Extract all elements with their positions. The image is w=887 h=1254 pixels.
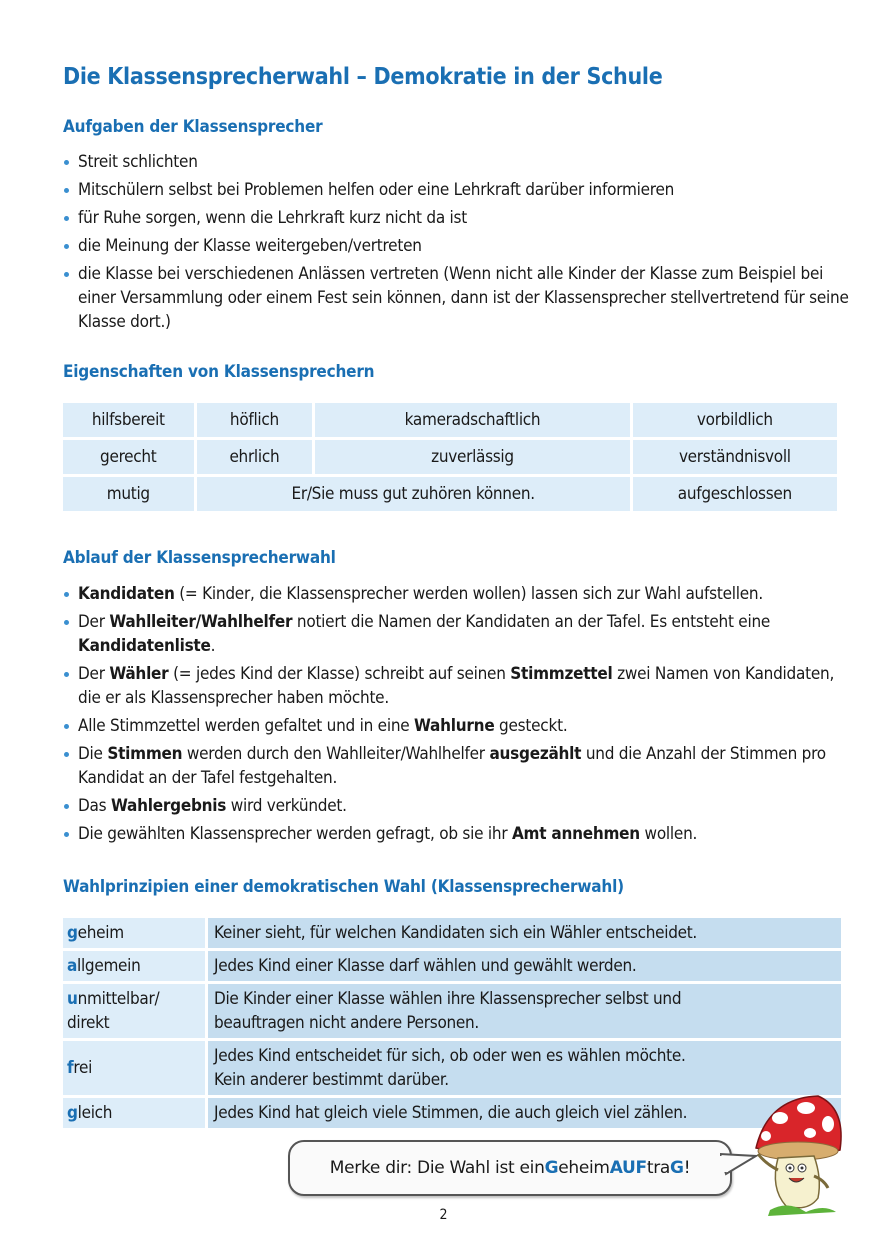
- trait-cell: kameradschaftlich: [315, 403, 629, 437]
- bold-term: ausgezählt: [489, 744, 582, 764]
- page-number: 2: [439, 1207, 448, 1223]
- principle-term: frei: [63, 1041, 205, 1095]
- trait-cell: vorbildlich: [633, 403, 837, 437]
- highlight-letter: AUF: [609, 1158, 647, 1178]
- list-item: Kandidaten (= Kinder, die Klassensprecher werden wollen) lassen sich zur Wahl aufstellen.: [63, 582, 853, 606]
- table-row: [63, 1041, 841, 1095]
- table-row: [63, 984, 841, 1038]
- bold-term: Wahlurne: [414, 716, 495, 736]
- procedure-heading: Ablauf der Klassensprecherwahl: [63, 548, 336, 568]
- list-item: Der Wahlleiter/Wahlhelfer notiert die Namen der Kandidaten an der Tafel. Es entsteht eine Kandidatenliste.: [63, 610, 853, 658]
- term-initial: u: [67, 989, 78, 1009]
- principles-table: [60, 915, 844, 1131]
- principles-heading: Wahlprinzipien einer demokratischen Wahl (Klassensprecherwahl): [63, 877, 624, 897]
- highlight-letter: G: [544, 1158, 559, 1178]
- principle-term: allgemein: [63, 951, 205, 981]
- bold-term: Kandidatenliste: [78, 636, 211, 656]
- trait-cell: Er/Sie muss gut zuhören können.: [197, 477, 630, 511]
- list-item: Die gewählten Klassensprecher werden gefragt, ob sie ihr Amt annehmen wollen.: [63, 822, 853, 846]
- trait-cell: höflich: [197, 403, 313, 437]
- list-item: die Klasse bei verschiedenen Anlässen vertreten (Wenn nicht alle Kinder der Klasse zum Beispiel bei einer Versammlung oder einem Fest sein können, dann ist der Klassensprecher stellvertretend für seine Klasse dort.): [63, 262, 853, 334]
- trait-cell: zuverlässig: [315, 440, 629, 474]
- table-row: [63, 440, 837, 474]
- bold-term: Amt annehmen: [511, 824, 640, 844]
- bold-term: Kandidaten: [78, 584, 175, 604]
- bold-term: Stimmen: [107, 744, 183, 764]
- term-initial: f: [67, 1058, 74, 1078]
- tasks-list: [63, 150, 853, 338]
- table-row: [63, 1098, 841, 1128]
- trait-cell: verständnisvoll: [633, 440, 837, 474]
- principle-description: Die Kinder einer Klasse wählen ihre Klassensprecher selbst und beauftragen nicht andere Personen.: [208, 984, 841, 1038]
- mushroom-mascot-icon: [748, 1088, 848, 1218]
- term-initial: g: [67, 923, 78, 943]
- list-item: die Meinung der Klasse weitergeben/vertreten: [63, 234, 853, 258]
- bold-term: Wähler: [109, 664, 169, 684]
- trait-cell: gerecht: [63, 440, 194, 474]
- principle-term: unmittelbar/ direkt: [63, 984, 205, 1038]
- trait-cell: ehrlich: [197, 440, 313, 474]
- table-row: [63, 403, 837, 437]
- table-row: [63, 918, 841, 948]
- page-title: Die Klassensprecherwahl – Demokratie in der Schule: [63, 64, 663, 90]
- list-item: Der Wähler (= jedes Kind der Klasse) schreibt auf seinen Stimmzettel zwei Namen von Kandidaten, die er als Klassensprecher haben möchte.: [63, 662, 853, 710]
- table-row: [63, 477, 837, 511]
- trait-cell: aufgeschlossen: [633, 477, 837, 511]
- trait-cell: mutig: [63, 477, 194, 511]
- principle-description: Jedes Kind einer Klasse darf wählen und gewählt werden.: [208, 951, 841, 981]
- list-item: Die Stimmen werden durch den Wahlleiter/Wahlhelfer ausgezählt und die Anzahl der Stimmen pro Kandidat an der Tafel festgehalten.: [63, 742, 853, 790]
- table-row: [63, 951, 841, 981]
- procedure-list: [63, 582, 853, 850]
- principle-description: Jedes Kind hat gleich viele Stimmen, die auch gleich viel zählen.: [208, 1098, 841, 1128]
- list-item: für Ruhe sorgen, wenn die Lehrkraft kurz nicht da ist: [63, 206, 853, 230]
- trait-cell: hilfsbereit: [63, 403, 194, 437]
- speech-bubble: Merke dir: Die Wahl ist ein G eheim AUF tra G !: [288, 1140, 732, 1196]
- highlight-letter: G: [670, 1158, 684, 1178]
- list-item: Das Wahlergebnis wird verkündet.: [63, 794, 853, 818]
- principle-term: gleich: [63, 1098, 205, 1128]
- bold-term: Wahlergebnis: [110, 796, 227, 816]
- term-initial: a: [67, 956, 78, 976]
- list-item: Alle Stimmzettel werden gefaltet und in eine Wahlurne gesteckt.: [63, 714, 853, 738]
- bold-term: Wahlleiter/Wahlhelfer: [109, 612, 293, 632]
- list-item: Streit schlichten: [63, 150, 853, 174]
- tasks-heading: Aufgaben der Klassensprecher: [63, 117, 323, 137]
- principle-description: Jedes Kind entscheidet für sich, ob oder wen es wählen möchte. Kein anderer bestimmt darüber.: [208, 1041, 841, 1095]
- term-initial: g: [67, 1103, 78, 1123]
- principle-term: geheim: [63, 918, 205, 948]
- traits-heading: Eigenschaften von Klassensprechern: [63, 362, 375, 382]
- principle-description: Keiner sieht, für welchen Kandidaten sich ein Wähler entscheidet.: [208, 918, 841, 948]
- list-item: Mitschülern selbst bei Problemen helfen oder eine Lehrkraft darüber informieren: [63, 178, 853, 202]
- bold-term: Stimmzettel: [510, 664, 613, 684]
- traits-table: [60, 400, 840, 514]
